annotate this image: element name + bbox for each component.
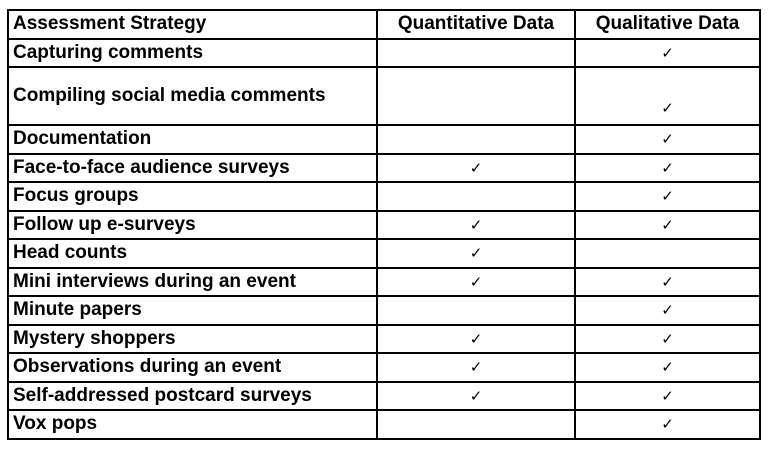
- table-row: [8, 296, 760, 325]
- check-icon: ✓: [469, 244, 483, 263]
- quantitative-cell: [377, 353, 575, 382]
- qualitative-cell: [575, 410, 760, 439]
- quantitative-cell: [377, 39, 575, 68]
- strategy-cell: Focus groups: [8, 182, 377, 211]
- qualitative-cell: [575, 382, 760, 411]
- table-row: [8, 125, 760, 154]
- quantitative-cell: [377, 268, 575, 297]
- table-row: [8, 325, 760, 354]
- qualitative-cell: [575, 268, 760, 297]
- table-row: [8, 182, 760, 211]
- table-row: [8, 67, 760, 125]
- strategy-cell: Mystery shoppers: [8, 325, 377, 354]
- strategy-cell: Self-addressed postcard surveys: [8, 382, 377, 411]
- check-icon: ✓: [469, 386, 483, 405]
- qualitative-cell: [575, 125, 760, 154]
- header-quantitative-data: Quantitative Data: [377, 10, 575, 39]
- quantitative-cell: [377, 154, 575, 183]
- check-icon: ✓: [661, 386, 674, 405]
- check-icon: ✓: [661, 415, 674, 434]
- table-row: [8, 211, 760, 240]
- strategy-cell: Vox pops: [8, 410, 377, 439]
- quantitative-cell: [377, 382, 575, 411]
- strategy-cell: Capturing comments: [8, 39, 377, 68]
- check-icon: ✓: [661, 301, 674, 320]
- table-body: [8, 39, 760, 439]
- table-row: [8, 382, 760, 411]
- header-qualitative-data: Qualitative Data: [575, 10, 760, 39]
- qualitative-cell: [575, 67, 760, 125]
- table-row: [8, 239, 760, 268]
- table-row: [8, 154, 760, 183]
- table-row: [8, 268, 760, 297]
- assessment-strategy-table: [7, 9, 761, 440]
- check-icon: ✓: [661, 187, 674, 206]
- check-icon: ✓: [469, 272, 483, 291]
- header-row: [8, 10, 760, 39]
- strategy-cell: Documentation: [8, 125, 377, 154]
- quantitative-cell: [377, 67, 575, 125]
- strategy-cell: Minute papers: [8, 296, 377, 325]
- quantitative-cell: [377, 211, 575, 240]
- qualitative-cell: [575, 211, 760, 240]
- quantitative-cell: [377, 125, 575, 154]
- check-icon: ✓: [661, 329, 674, 348]
- qualitative-cell: [575, 296, 760, 325]
- quantitative-cell: [377, 182, 575, 211]
- strategy-cell: Face-to-face audience surveys: [8, 154, 377, 183]
- table-header: [8, 10, 760, 39]
- strategy-cell: Mini interviews during an event: [8, 268, 377, 297]
- table-row: [8, 353, 760, 382]
- qualitative-cell: [575, 239, 760, 268]
- quantitative-cell: [377, 325, 575, 354]
- qualitative-cell: [575, 353, 760, 382]
- check-icon: ✓: [469, 158, 483, 177]
- check-icon: ✓: [661, 158, 674, 177]
- check-icon: ✓: [661, 130, 674, 149]
- table-row: [8, 39, 760, 68]
- qualitative-cell: [575, 154, 760, 183]
- qualitative-cell: [575, 182, 760, 211]
- table-row: [8, 410, 760, 439]
- quantitative-cell: [377, 296, 575, 325]
- check-icon: ✓: [661, 358, 674, 377]
- check-icon: ✓: [661, 99, 674, 117]
- qualitative-cell: [575, 39, 760, 68]
- strategy-cell: Compiling social media comments: [8, 67, 377, 125]
- quantitative-cell: [377, 239, 575, 268]
- check-icon: ✓: [469, 215, 483, 234]
- qualitative-cell: [575, 325, 760, 354]
- check-icon: ✓: [469, 329, 483, 348]
- header-assessment-strategy: Assessment Strategy: [8, 10, 377, 39]
- quantitative-cell: [377, 410, 575, 439]
- strategy-cell: Head counts: [8, 239, 377, 268]
- strategy-cell: Follow up e-surveys: [8, 211, 377, 240]
- check-icon: ✓: [661, 43, 674, 62]
- strategy-cell: Observations during an event: [8, 353, 377, 382]
- check-icon: ✓: [661, 215, 674, 234]
- check-icon: ✓: [661, 272, 674, 291]
- check-icon: ✓: [469, 358, 483, 377]
